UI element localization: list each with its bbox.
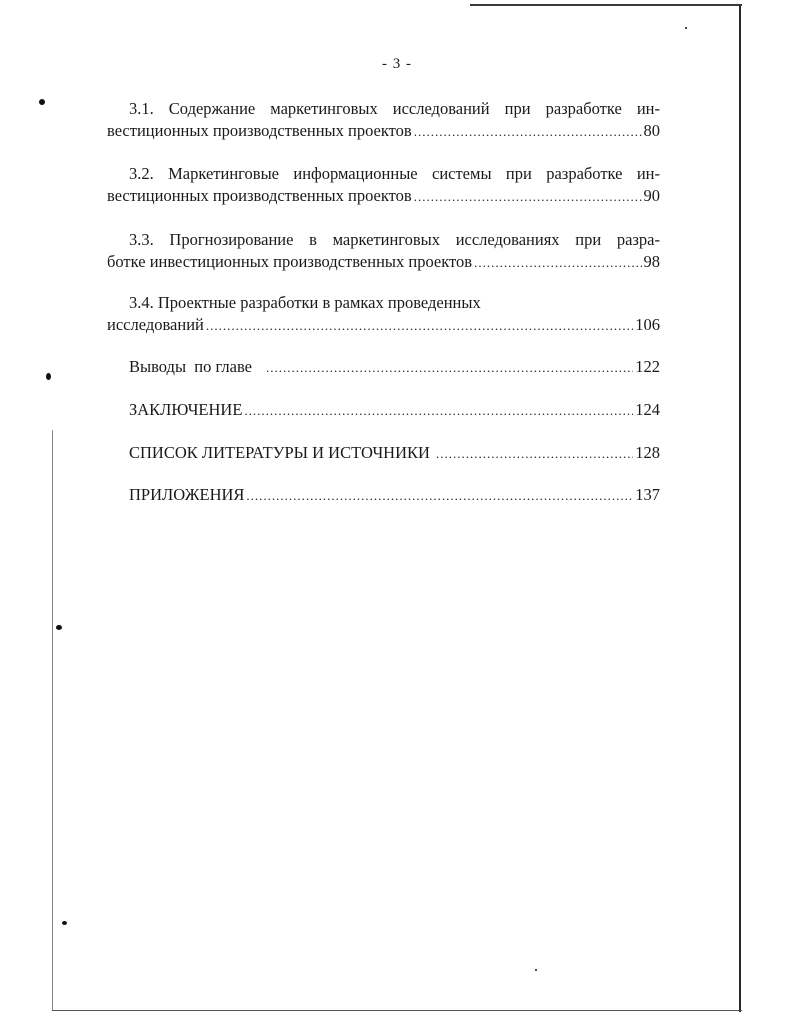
dot-leader bbox=[474, 252, 641, 274]
dot-leader bbox=[266, 357, 633, 379]
dot-leader bbox=[436, 443, 633, 465]
toc-entry-chapter-conclusions[interactable] bbox=[107, 356, 660, 378]
toc-entry-3-1[interactable] bbox=[107, 98, 660, 142]
toc-entry-line bbox=[107, 356, 660, 378]
dot-leader bbox=[206, 315, 633, 337]
toc-entry-line bbox=[107, 399, 660, 421]
toc-entry-references[interactable] bbox=[107, 442, 660, 464]
toc-entry-title-text: СПИСОК ЛИТЕРАТУРЫ И ИСТОЧНИКИ bbox=[129, 443, 430, 462]
scan-frame-bottom bbox=[52, 1010, 742, 1011]
toc-entry-title-line2 bbox=[107, 251, 660, 273]
scan-speck bbox=[46, 373, 51, 380]
toc-page-number: 122 bbox=[635, 357, 660, 376]
toc-page-number: 98 bbox=[643, 252, 660, 271]
toc-entry-title-line2 bbox=[107, 314, 660, 336]
dot-leader bbox=[414, 121, 642, 143]
toc-page-number: 128 bbox=[635, 443, 660, 462]
toc-page-number: 137 bbox=[635, 485, 660, 504]
toc-entry-title-text: вестиционных производственных проектов bbox=[107, 121, 412, 140]
scan-speck bbox=[39, 99, 45, 105]
dot-leader bbox=[414, 186, 642, 208]
scan-speck bbox=[685, 27, 687, 29]
toc-page-number: 90 bbox=[643, 186, 660, 205]
toc-entry-title-line1: 3.1. Содержание маркетинговых исследований при разработке ин- bbox=[129, 99, 660, 118]
toc-entry-title-line1: 3.3. Прогнозирование в маркетинговых исследованиях при разра- bbox=[129, 230, 660, 249]
toc-entry-3-2[interactable] bbox=[107, 163, 660, 207]
toc-page-number: 80 bbox=[643, 121, 660, 140]
toc-entry-conclusion[interactable] bbox=[107, 399, 660, 421]
toc-entry-line bbox=[107, 484, 660, 506]
toc-entry-line bbox=[107, 442, 660, 464]
toc-page-number: 106 bbox=[635, 315, 660, 334]
scan-frame-right bbox=[739, 6, 741, 1012]
toc-entry-title-text: ПРИЛОЖЕНИЯ bbox=[129, 485, 245, 504]
toc-entry-title-text: ботке инвестиционных производственных проектов bbox=[107, 252, 473, 271]
toc-entry-title-text: вестиционных производственных проектов bbox=[107, 186, 412, 205]
scan-speck bbox=[535, 969, 537, 971]
page-number: - 3 - bbox=[382, 56, 412, 72]
toc-entry-title-text: ЗАКЛЮЧЕНИЕ bbox=[129, 400, 243, 419]
scan-speck bbox=[56, 625, 62, 630]
dot-leader bbox=[246, 485, 633, 507]
toc-entry-title-line1: 3.4. Проектные разработки в рамках проведенных bbox=[129, 293, 481, 312]
toc-entry-3-4[interactable] bbox=[107, 292, 660, 336]
toc-page-number: 124 bbox=[635, 400, 660, 419]
toc-entry-title-text: Выводы по главе bbox=[129, 357, 252, 376]
toc-entry-title-text: исследований bbox=[107, 315, 204, 334]
scan-speck bbox=[62, 921, 67, 925]
toc-entry-title-line1: 3.2. Маркетинговые информационные системы при разработке ин- bbox=[129, 164, 660, 183]
scan-frame-top bbox=[470, 4, 742, 6]
toc-entry-3-3[interactable] bbox=[107, 229, 660, 273]
toc-entry-title-line2 bbox=[107, 120, 660, 142]
scan-frame-left bbox=[52, 430, 53, 1010]
toc-entry-title-line2 bbox=[107, 185, 660, 207]
dot-leader bbox=[244, 400, 633, 422]
toc-entry-appendices[interactable] bbox=[107, 484, 660, 506]
